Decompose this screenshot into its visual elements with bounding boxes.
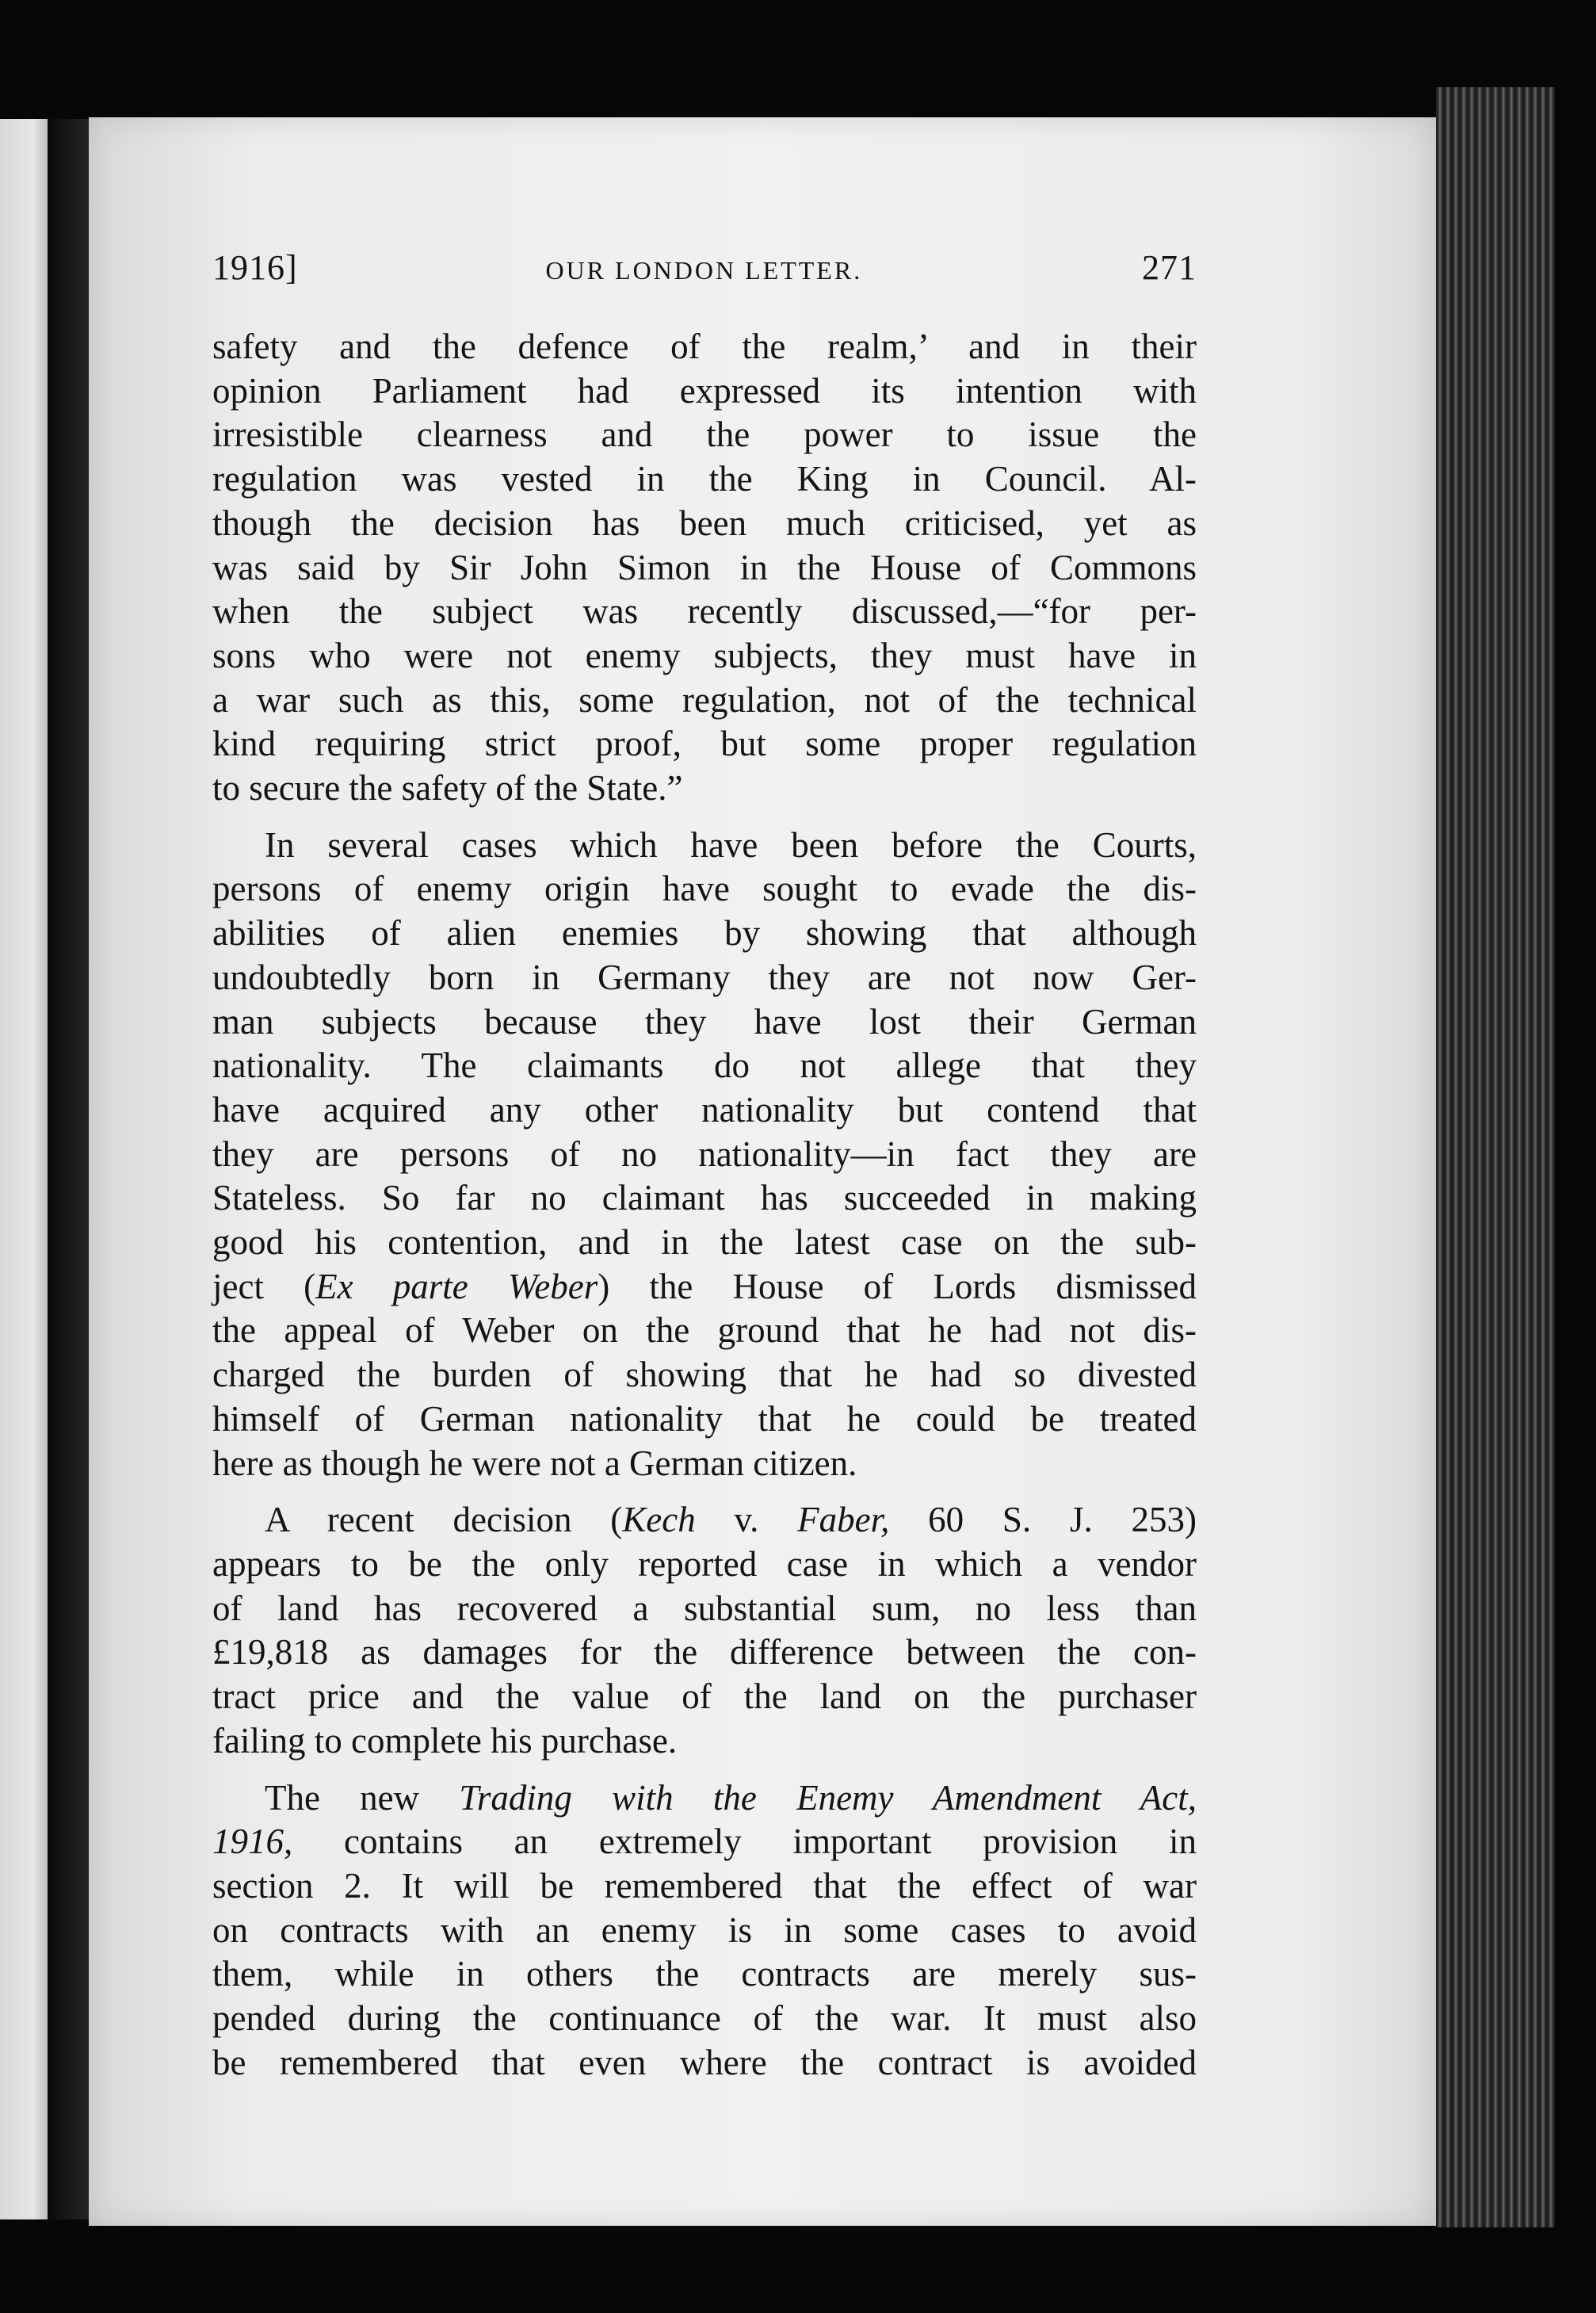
running-head-title: OUR LONDON LETTER. (545, 256, 863, 285)
case-name-italic: Ex parte Weber (315, 1266, 598, 1306)
text-fragment: 60 S. J. 253) (889, 1500, 1197, 1540)
text-fragment: ) the House of Lords dismissed (598, 1266, 1197, 1306)
text-line: nationality. The claimants do not allege that they (212, 1046, 1197, 1086)
book-fore-edge (1436, 87, 1555, 2227)
text-line: himself of German nationality that he could be treated (212, 1398, 1197, 1439)
text-fragment: contains an extremely important provision in (292, 1822, 1197, 1862)
text-fragment: A recent decision ( (265, 1500, 623, 1540)
text-line: opinion Parliament had expressed its intention with (212, 370, 1197, 411)
running-head (212, 247, 1197, 303)
text-line: though the decision has been much criticised, yet as (212, 503, 1197, 543)
paragraph-1 (212, 325, 1197, 811)
text-fragment: The new (265, 1777, 460, 1818)
text-line: abilities of alien enemies by showing that although (212, 913, 1197, 954)
text-line: man subjects because they have lost their German (212, 1001, 1197, 1042)
text-line: them, while in others the contracts are merely sus- (212, 1954, 1197, 1994)
text-line: section 2. It will be remembered that the effect of war (212, 1865, 1197, 1906)
text-line: kind requiring strict proof, but some proper regulation (212, 724, 1197, 764)
text-line: appears to be the only reported case in which a vendor (212, 1543, 1197, 1584)
text-line: on contracts with an enemy is in some cases to avoid (212, 1910, 1197, 1950)
text-line: be remembered that even where the contract is avoided (212, 2042, 1197, 2082)
text-line: have acquired any other nationality but contend that (212, 1089, 1197, 1130)
text-line: failing to complete his purchase. (212, 1720, 678, 1761)
text-line: undoubtedly born in Germany they are not now Ger- (212, 957, 1197, 997)
paragraph-3 (212, 1498, 1197, 1763)
text-line: a war such as this, some regulation, not of the technical (212, 679, 1197, 720)
book-binding-gutter (48, 119, 95, 2219)
text-line: good his contention, and in the latest case on the sub- (212, 1222, 1197, 1263)
act-year-italic: 1916, (212, 1822, 293, 1862)
text-line: was said by Sir John Simon in the House of Commons (212, 547, 1197, 587)
act-title-italic: Trading with the Enemy Amendment Act, (459, 1777, 1197, 1818)
text-line: safety and the defence of the realm,’ and in their (212, 327, 1197, 366)
text-line: Stateless. So far no claimant has succeeded in making (212, 1178, 1197, 1218)
text-line: to secure the safety of the State.” (212, 768, 683, 809)
case-name-italic: Faber, (797, 1500, 890, 1540)
text-line: irresistible clearness and the power to issue the (212, 415, 1197, 455)
text-line: regulation was vested in the King in Council. Al- (212, 459, 1197, 499)
paragraph-4 (212, 1776, 1197, 2086)
text-line: of land has recovered a substantial sum, no less than (212, 1588, 1197, 1628)
paragraph-2 (212, 824, 1197, 1486)
text-line: here as though he were not a German citizen. (212, 1443, 857, 1483)
case-name-italic: Kech (622, 1500, 696, 1540)
page-number: 271 (1141, 248, 1197, 287)
text-line-act-year (212, 1820, 1197, 1864)
text-line: pended during the continuance of the war. It must also (212, 1998, 1197, 2039)
running-head-year: 1916] (212, 248, 298, 287)
text-line-case-citation (212, 1265, 1197, 1309)
facing-page-edge (0, 119, 48, 2219)
text-line: they are persons of no nationality—in fact they are (212, 1134, 1197, 1174)
text-line-act-title (212, 1776, 1197, 1821)
text-line: the appeal of Weber on the ground that he had not dis- (212, 1310, 1197, 1351)
text-fragment: ject ( (212, 1266, 316, 1306)
text-fragment: v. (695, 1500, 798, 1540)
text-line: In several cases which have been before the Courts, (265, 824, 1197, 865)
text-line-case-citation (212, 1498, 1197, 1543)
text-line: when the subject was recently discussed,—“for per- (212, 591, 1197, 632)
text-line: £19,818 as damages for the difference between the con- (212, 1632, 1197, 1673)
text-line: persons of enemy origin have sought to evade the dis- (212, 869, 1197, 909)
text-line: tract price and the value of the land on the purchaser (212, 1676, 1197, 1717)
text-line: sons who were not enemy subjects, they must have in (212, 635, 1197, 675)
page-text-block (212, 247, 1197, 2097)
text-line: charged the burden of showing that he had so divested (212, 1355, 1197, 1395)
